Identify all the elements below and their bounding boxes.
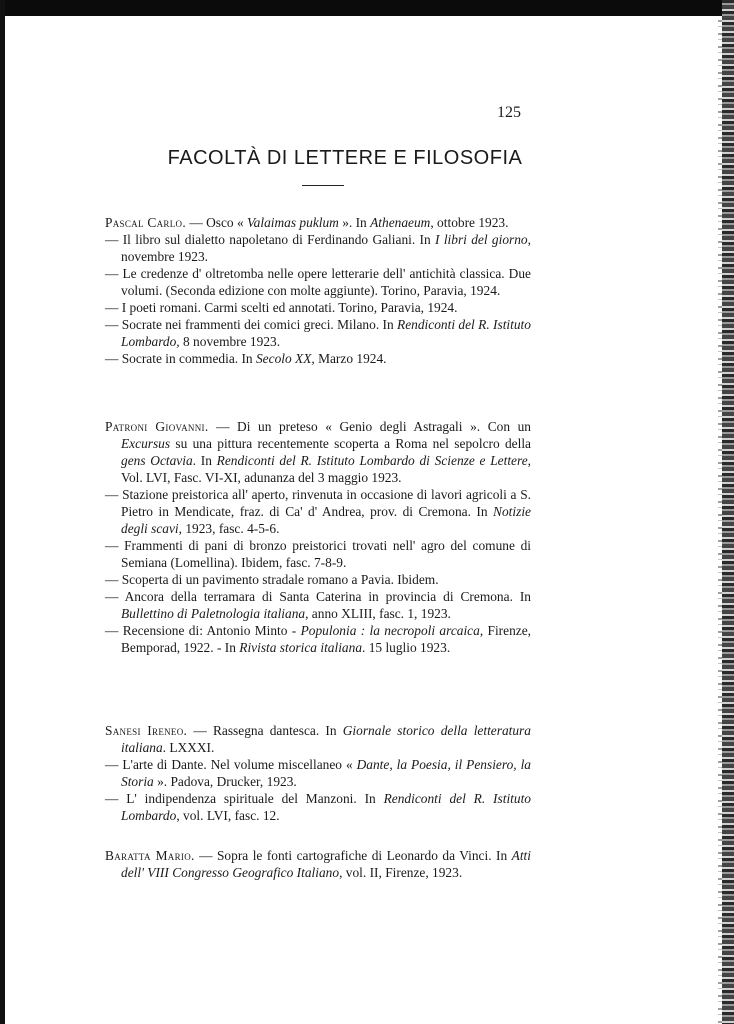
entry-item bbox=[105, 588, 531, 622]
entry-author: Patroni Giovanni. bbox=[105, 419, 209, 434]
entry-text: — Frammenti di pani di bronzo preistorici trovati nell' agro del comune di Semiana (Lomellina). Ibidem, fasc. 7-8-9. bbox=[105, 538, 531, 570]
entry-text: — L' indipendenza spirituale del Manzoni. In bbox=[105, 791, 384, 806]
title-divider bbox=[302, 185, 344, 186]
italic-title: Excursus bbox=[121, 436, 171, 451]
entry-text: , vol. II, Firenze, 1923. bbox=[339, 865, 463, 880]
entry-text: — Le credenze d' oltretomba nelle opere letterarie dell' antichità classica. Due volumi. (Seconda edizione con molte aggiunte). Torino, Paravia, 1924. bbox=[105, 266, 531, 298]
italic-title: Populonia : la necropoli arcaica bbox=[300, 623, 480, 638]
entry-item bbox=[105, 486, 531, 537]
entry-text: su una pittura recentemente scoperta a Roma nel sepolcro della bbox=[170, 436, 531, 451]
italic-title: Giornale storico della letteratura italiana bbox=[121, 723, 531, 755]
italic-title: gens Octavia bbox=[121, 453, 193, 468]
entry-item bbox=[105, 790, 531, 824]
entry-author: Baratta Mario. bbox=[105, 848, 195, 863]
page-number: 125 bbox=[497, 104, 521, 121]
entry-item bbox=[105, 350, 531, 367]
entry-text: — Scoperta di un pavimento stradale romano a Pavia. Ibidem. bbox=[105, 572, 439, 587]
entry-text: — Stazione preistorica all' aperto, rinvenuta in occasione di lavori agricoli a S. Pietro in Mendicate, fraz. di Ca' d' Andrea, prov. di Cremona. In bbox=[105, 487, 531, 519]
entry-text: . 15 luglio 1923. bbox=[362, 640, 451, 655]
entry-text: — Recensione di: Antonio Minto - bbox=[105, 623, 301, 638]
entry-item bbox=[105, 537, 531, 571]
entry-text: — Socrate in commedia. In bbox=[105, 351, 256, 366]
entry-text: 8 novembre 1923. bbox=[179, 334, 281, 349]
entry-text: , novembre 1923. bbox=[121, 232, 531, 264]
scan-border-left bbox=[0, 0, 5, 1024]
entry-text: — Socrate nei frammenti dei comici greci. Milano. In bbox=[105, 317, 398, 332]
entry-first-item bbox=[105, 418, 531, 486]
italic-title: Rivista storica italiana bbox=[239, 640, 363, 655]
entry-text: , Vol. LVI, Fasc. VI-XI, adunanza del 3 maggio 1923. bbox=[121, 453, 531, 485]
entry-item bbox=[105, 316, 531, 350]
entry-text: , vol. LVI, fasc. 12. bbox=[176, 808, 280, 823]
entry-text: — L'arte di Dante. Nel volume miscellaneo « bbox=[105, 757, 357, 772]
entry-item bbox=[105, 571, 531, 588]
italic-title: Secolo XX, bbox=[255, 351, 315, 366]
page-title: FACOLTÀ DI LETTERE E FILOSOFIA bbox=[167, 147, 523, 169]
entry-first-item bbox=[105, 214, 531, 231]
scan-border-top bbox=[0, 0, 734, 16]
entry-item bbox=[105, 622, 531, 656]
entry-text: — Sopra le fonti cartografiche di Leonardo da Vinci. In bbox=[194, 848, 512, 863]
entry-item bbox=[105, 756, 531, 790]
entry-item bbox=[105, 231, 531, 265]
entry-text: — I poeti romani. Carmi scelti ed annotati. Torino, Paravia, 1924. bbox=[105, 300, 458, 315]
italic-title: Rendiconti del R. Istituto Lombardo, bbox=[121, 317, 531, 349]
italic-title: Notizie degli scavi bbox=[121, 504, 531, 536]
bibliography-entry bbox=[105, 847, 531, 881]
entry-text: — Di un preteso « Genio degli Astragali ». Con un bbox=[208, 419, 531, 434]
entry-text: ». In bbox=[338, 215, 371, 230]
entry-text: , Firenze, Bemporad, 1922. - In bbox=[121, 623, 532, 655]
entry-author: Sanesi Ireneo. bbox=[105, 723, 188, 738]
italic-title: Valaimas puklum bbox=[246, 215, 339, 230]
entry-item bbox=[105, 299, 531, 316]
italic-title: Athenaeum bbox=[370, 215, 431, 230]
scan-border-right bbox=[722, 0, 734, 1024]
entry-text: , anno XLIII, fasc. 1, 1923. bbox=[305, 606, 451, 621]
italic-title: Dante, la Poesia, il Pensiero, la Storia bbox=[121, 757, 531, 789]
entry-author: Pascal Carlo. bbox=[105, 215, 186, 230]
italic-title: I libri del giorno bbox=[435, 232, 528, 247]
bibliography-entry bbox=[105, 722, 531, 824]
bibliography-entry bbox=[105, 418, 531, 656]
bibliography-entry bbox=[105, 214, 531, 367]
entry-text: , 1923, fasc. 4-5-6. bbox=[178, 521, 280, 536]
italic-title: Rendiconti del R. Istituto Lombardo di Scienze e Lettere bbox=[216, 453, 528, 468]
entry-item bbox=[105, 265, 531, 299]
entry-text: , ottobre 1923. bbox=[430, 215, 509, 230]
entry-text: — Ancora della terramara di Santa Caterina in provincia di Cremona. In bbox=[105, 589, 531, 604]
italic-title: Rendiconti del R. Istituto Lombardo bbox=[121, 791, 531, 823]
entry-text: — Osco « bbox=[185, 215, 247, 230]
entry-first-item bbox=[105, 847, 531, 881]
entry-text: Marzo 1924. bbox=[314, 351, 387, 366]
scan-edge-noise bbox=[718, 20, 722, 1024]
entry-text: — Il libro sul dialetto napoletano di Ferdinando Galiani. In bbox=[105, 232, 436, 247]
entry-text: . LXXXI. bbox=[162, 740, 215, 755]
entry-text: — Rassegna dantesca. In bbox=[187, 723, 343, 738]
entry-text: ». Padova, Drucker, 1923. bbox=[153, 774, 297, 789]
italic-title: Atti dell' VIII Congresso Geografico Italiano bbox=[121, 848, 531, 880]
entry-text: . In bbox=[192, 453, 217, 468]
entry-first-item bbox=[105, 722, 531, 756]
italic-title: Bullettino di Paletnologia italiana bbox=[121, 606, 306, 621]
